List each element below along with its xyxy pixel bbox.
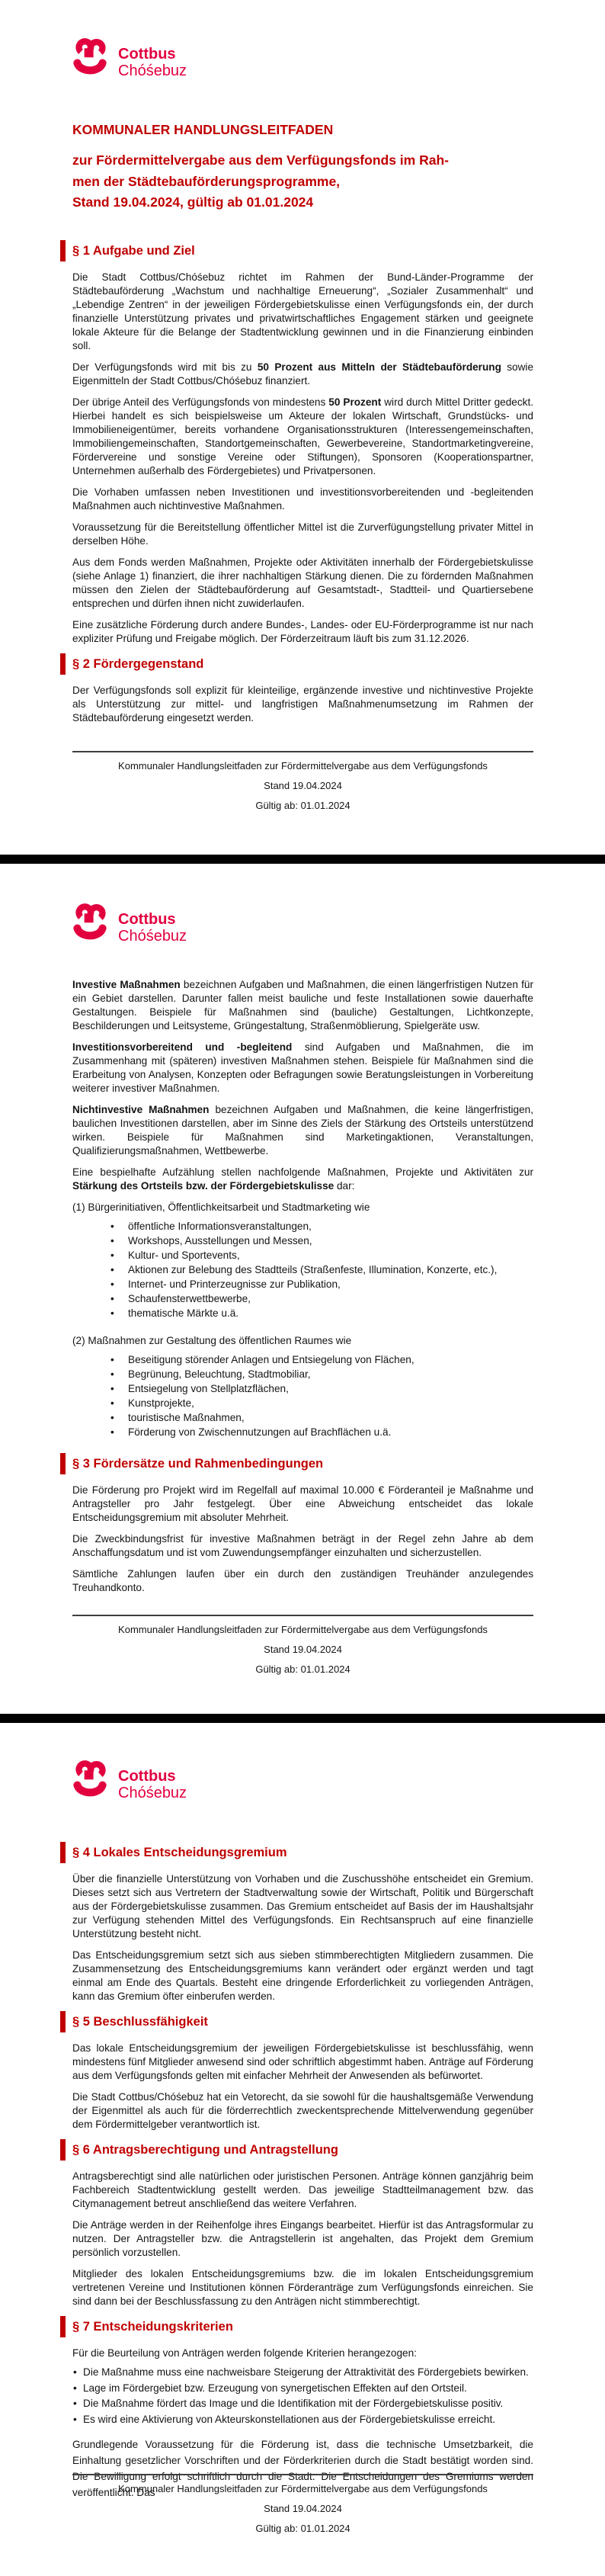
paragraph: [72, 618, 533, 646]
cottbus-logo-icon: [72, 37, 107, 82]
paragraph: [72, 1484, 533, 1525]
bold-text-run: 50 Prozent aus Mitteln der Städtebauförderung: [257, 361, 501, 373]
paragraph: [72, 2042, 533, 2083]
bullet-item: • öffentliche Informationsveranstaltungen,: [128, 1219, 533, 1233]
page-1-content: [72, 120, 533, 733]
paragraph: [72, 556, 533, 611]
paragraph: [72, 1201, 533, 1214]
page-1-blocks: [72, 240, 533, 725]
bold-text-run: Stärkung des Ortsteils bzw. der Fördergebietskulisse: [72, 1180, 335, 1192]
section-heading: § 6 Antragsberechtigung und Antragstellung: [60, 2139, 533, 2161]
bold-text-run: Nichtinvestive Maßnahmen: [72, 1104, 210, 1115]
footer-stand: Stand 19.04.2024: [264, 780, 342, 791]
bullet-item: • Lage im Fördergebiet bzw. Erzeugung von synergetischen Effekten auf den Ortsteil.: [83, 2381, 533, 2397]
paragraph: [72, 2170, 533, 2211]
text-run: Die Vorhaben umfassen neben Investitionen und investitionsvorbereitenden und -begleitenden Maßnahmen auch nichtinvestive Maßnahmen.: [72, 486, 533, 512]
bold-text-run: 50 Prozent: [328, 396, 382, 408]
text-run: Das lokale Entscheidungsgremium der jeweiligen Fördergebietskulisse ist beschlussfähig, wenn mindestens fünf Mitglieder anwesend sind oder schriftlich abgestimmt haben. Anträge auf Förderung aus dem Verfügungsfonds gelten mit einfacher Mehrheit der Anwesenden als befürwortet.: [72, 2042, 533, 2081]
paragraph: [72, 684, 533, 725]
text-run: Aus dem Fonds werden Maßnahmen, Projekte oder Aktivitäten innerhalb der Fördergebietskulisse (siehe Anlage 1) finanziert, die ihrer nachhaltigen Stärkung dienen. Die zu fördernden Maßnahmen müssen den Zielen der Städtebauförderung auf Gesamtstadt-, Stadtteil- und Quartiersebene entsprechen und dürfen ihnen nicht zuwiderlaufen.: [72, 556, 533, 609]
text-run: Die Förderung pro Projekt wird im Regelfall auf maximal 10.000 € Förderanteil je Maßnahme und Antragsteller pro Jahr festgelegt. Über eine Abweichung entscheidet das lokale Entscheidungsgremium mit absoluter Mehrheit.: [72, 1484, 533, 1523]
text-run: Die Zweckbindungsfrist für investive Maßnahmen beträgt in der Regel zehn Jahre ab dem Anschaffungsdatum und ist vom Zuwendungsempfänger einzuhalten und sicherzustellen.: [72, 1533, 533, 1558]
wordmark-sorbian: Chóśebuz: [118, 928, 187, 945]
cottbus-logo: [72, 1759, 187, 1804]
bullet-item: • Aktionen zur Belebung des Stadtteils (Straßenfeste, Illumination, Konzerte, etc.),: [128, 1262, 533, 1277]
footer-gueltig: Gültig ab: 01.01.2024: [255, 1663, 351, 1675]
bullet-item: • Workshops, Ausstellungen und Messen,: [128, 1233, 533, 1248]
section-heading: § 2 Fördergegenstand: [60, 653, 533, 675]
footer-title: Kommunaler Handlungsleitfaden zur Fördermittelvergabe aus dem Verfügungsfonds: [118, 2483, 488, 2494]
page-3: [0, 1723, 605, 2576]
wordmark-german: Cottbus: [118, 1768, 176, 1785]
cottbus-logo-icon: [72, 1759, 107, 1804]
text-run: (1) Bürgerinitiativen, Öffentlichkeitsarbeit und Stadtmarketing wie: [72, 1201, 370, 1213]
paragraph: [72, 271, 533, 353]
wordmark-sorbian: Chóśebuz: [118, 1785, 187, 1801]
page-footer: [72, 2474, 533, 2539]
paragraph: [72, 486, 533, 513]
cottbus-wordmark: [118, 1759, 187, 1802]
footer-title: Kommunaler Handlungsleitfaden zur Fördermittelvergabe aus dem Verfügungsfonds: [118, 760, 488, 772]
text-run: Der Verfügungsfonds soll explizit für kleinteilige, ergänzende investive und nichtinvestive Projekte als Unterstützung zur mittel- und langfristigen Maßnahmenumsetzung im Rahmen der Städtebauförderung eingesetzt werden.: [72, 684, 533, 723]
footer-stand: Stand 19.04.2024: [264, 1644, 342, 1655]
bullet-item: • Beseitigung störender Anlagen und Entsiegelung von Flächen,: [128, 1352, 533, 1367]
paragraph: [72, 1532, 533, 1560]
cottbus-logo: [72, 902, 187, 948]
text-run: bezeichnen Aufgaben und Maßnahmen, die einen längerfristigen Nutzen für ein Gebiet darstellen. Darunter fallen meist bauliche und feste Installationen sowie dauerhafte Gestaltungen. Beispiele für Maßnahmen sind (bauliche) Gestaltungen, Lichtkonzepte, Beschilderungen und Leitsysteme, Grüngestaltung, Straßenmöblierung, Spielgeräte usw.: [72, 979, 533, 1031]
document-title: KOMMUNALER HANDLUNGSLEITFADEN: [72, 122, 334, 137]
wordmark-sorbian: Chóśebuz: [118, 63, 187, 79]
paragraph: [72, 2218, 533, 2260]
text-run: Die Stadt Cottbus/Chóśebuz richtet im Rahmen der Bund-Länder-Programme der Städtebauförderung „Wachstum und nachhaltige Erneuerung“, „Sozialer Zusammenhalt“ und „Lebendige Zentren“ in der jeweiligen Fördergebietskulisse einen Verfügungsfonds ein, der durch finanzielle Unterstützung privates und privatwirtschaftliches Engagement stärken und geeignete lokale Akteure für die Belange der Stadtentwicklung gewinnen und in die Finanzierung einbinden soll.: [72, 271, 533, 351]
text-run: Mitglieder des lokalen Entscheidungsgremiums bzw. die im lokalen Entscheidungsgremium vertretenen Vereine und Institutionen können Förderanträge zum Verfügungsfonds einreichen. Sie sind dann bei der Beschlussfassung zu den Anträgen nicht stimmberechtigt.: [72, 2268, 533, 2307]
footer-gueltig: Gültig ab: 01.01.2024: [255, 800, 351, 811]
page-1: [0, 0, 605, 855]
paragraph: [72, 1103, 533, 1158]
text-run: Sämtliche Zahlungen laufen über ein durch den zuständigen Treuhänder anzulegendes Treuhandkonto.: [72, 1568, 533, 1593]
bullet-item: • thematische Märkte u.ä.: [128, 1306, 533, 1320]
page-2: [0, 864, 605, 1714]
text-run: Über die finanzielle Unterstützung von Vorhaben und die Zuschusshöhe entscheidet ein Gremium. Dieses setzt sich aus Vertretern der Stadtverwaltung sowie der Wirtschaft, Politik und Bürgerschaft aus der Fördergebietskulisse zusammen. Das Gremium entscheidet auf Basis der im Haushaltsjahr zur Verfügung stehenden Mittel des Verfügungsfonds. Ein Rechtsanspruch auf eine finanzielle Unterstützung besteht nicht.: [72, 1873, 533, 1939]
paragraph: [72, 1166, 533, 1193]
bullet-item: • Kunstprojekte,: [128, 1396, 533, 1410]
paragraph: [72, 978, 533, 1033]
section-heading: § 1 Aufgabe und Ziel: [60, 240, 533, 261]
document-subtitle-line: men der Städtebauförderungsprogramme,: [72, 173, 341, 189]
cottbus-wordmark: [118, 37, 187, 80]
paragraph: [72, 1334, 533, 1348]
text-run: Voraussetzung für die Bereitstellung öffentlicher Mittel ist die Zurverfügungstellung privater Mittel in derselben Höhe.: [72, 521, 533, 547]
footer-stand: Stand 19.04.2024: [264, 2503, 342, 2514]
bold-text-run: Investive Maßnahmen: [72, 979, 181, 990]
cottbus-logo: [72, 37, 187, 82]
wordmark-german: Cottbus: [118, 46, 176, 63]
page-3-blocks: [72, 1842, 533, 2501]
cottbus-wordmark: [118, 902, 187, 945]
page-footer: [72, 1615, 533, 1679]
section-heading: § 4 Lokales Entscheidungsgremium: [60, 1842, 533, 1863]
text-run: Eine zusätzliche Förderung durch andere Bundes-, Landes- oder EU-Förderprogramme ist nur nach expliziter Prüfung und Freigabe möglich. Der Förderzeitraum läuft bis zum 31.12.2026.: [72, 618, 533, 644]
bullet-item: • Begrünung, Beleuchtung, Stadtmobiliar,: [128, 1367, 533, 1381]
text-run: bezeichnen Aufgaben und Maßnahmen, die keine längerfristigen, baulichen Investitionen darstellen, aber im Sinne des Ziels der Stärkung des Ortsteils unterstützend wirken. Beispiele für Maßnahmen sind Marketingaktionen, Veranstaltungen, Qualifizierungsmaßnahmen, Wettbewerbe.: [72, 1104, 533, 1156]
page-2-content: [72, 978, 533, 1602]
bullet-item: • touristische Maßnahmen,: [128, 1410, 533, 1425]
bullet-item: • Die Maßnahme fördert das Image und die Identifikation mit der Fördergebietskulisse positiv.: [83, 2396, 533, 2412]
text-run: Die Stadt Cottbus/Chóśebuz hat ein Vetorecht, da sie sowohl für die haushaltsgemäße Verwendung der Eigenmittel als auch für die förderrechtlich zweckentsprechende Mittelverwendung gegenüber dem Fördermittelgeber verantwortlich ist.: [72, 2091, 533, 2130]
paragraph: [72, 2267, 533, 2308]
text-run: sind Aufgaben und Maßnahmen, die im Zusammenhang mit (späteren) investiven Maßnahmen stehen. Beispiele für Maßnahmen sind die Erarbeitung von Analysen, Konzepten oder Befragungen sowie Beratungsleistungen in Vorbereitung weiterer investiver Maßnahmen.: [72, 1041, 534, 1094]
text-run: Die Anträge werden in der Reihenfolge ihres Eingangs bearbeitet. Hierfür ist das Antragsformular zu nutzen. Der Antragsteller bzw. die Antragstellerin ist angehalten, das Projekt dem Gremium persönlich vorzustellen.: [72, 2219, 533, 2258]
paragraph: [72, 361, 533, 388]
document-subtitle-line: zur Fördermittelvergabe aus dem Verfügungsfonds im Rah-: [72, 152, 449, 168]
section-heading: § 3 Fördersätze und Rahmenbedingungen: [60, 1453, 533, 1474]
paragraph: [72, 396, 533, 478]
text-run: Eine bespielhafte Aufzählung stellen nachfolgende Maßnahmen, Projekte und Aktivitäten zur: [72, 1166, 533, 1178]
text-run: (2) Maßnahmen zur Gestaltung des öffentlichen Raumes wie: [72, 1335, 352, 1346]
page-3-content: [72, 1837, 533, 2508]
section-heading: § 5 Beschlussfähigkeit: [60, 2011, 533, 2032]
bold-text-run: Investitionsvorbereitend und -begleitend: [72, 1041, 293, 1053]
paragraph: [72, 1567, 533, 1595]
text-run: Grundlegende Voraussetzung für die Förderung ist, dass die technische Umsetzbarkeit, die Einhaltung gesetzlicher Vorschriften und der Förderkriterien durch die Stadt bestätigt worden sind. Die Bewilligung erfolgt schriftlich durch die Stadt. Die Entscheidungen des Gremiums werden veröffentlicht. Das: [72, 2439, 533, 2498]
paragraph: [72, 2347, 533, 2360]
bullet-item: • Kultur- und Sportevents,: [128, 1248, 533, 1262]
text-run: dar:: [334, 1180, 355, 1192]
footer-gueltig: Gültig ab: 01.01.2024: [255, 2523, 351, 2534]
paragraph: [72, 1041, 533, 1096]
bullet-item: • Entsiegelung von Stellplatzflächen,: [128, 1381, 533, 1396]
paragraph: [72, 521, 533, 548]
bullet-list: [72, 1219, 533, 1320]
page-2-blocks: [72, 978, 533, 1595]
text-run: Für die Beurteilung von Anträgen werden folgende Kriterien herangezogen:: [72, 2347, 417, 2359]
text-run: Antragsberechtigt sind alle natürlichen oder juristischen Personen. Anträge können ganzjährig beim Fachbereich Stadtentwicklung gestellt werden. Das jeweilige Stadtteilmanagement bzw. das Citymanagement betreut anschließend das weitere Verfahren.: [72, 2170, 533, 2209]
text-run: Der Verfügungsfonds wird mit bis zu: [72, 361, 258, 373]
bullet-item: • Internet- und Printerzeugnisse zur Publikation,: [128, 1277, 533, 1291]
bullet-item: • Die Maßnahme muss eine nachweisbare Steigerung der Attraktivität des Fördergebiets bewirken.: [83, 2365, 533, 2381]
bullet-item: • Es wird eine Aktivierung von Akteurskonstellationen aus der Fördergebietskulisse erreicht.: [83, 2412, 533, 2428]
page-divider: [0, 1714, 605, 1723]
paragraph: [72, 1872, 533, 1941]
paragraph: [72, 1949, 533, 2003]
bullet-list: [72, 2365, 533, 2427]
wordmark-german: Cottbus: [118, 911, 176, 928]
page-divider: [0, 855, 605, 864]
footer-title: Kommunaler Handlungsleitfaden zur Fördermittelvergabe aus dem Verfügungsfonds: [118, 1624, 488, 1635]
bullet-item: • Schaufensterwettbewerbe,: [128, 1291, 533, 1306]
document-subtitle-line: Stand 19.04.2024, gültig ab 01.01.2024: [72, 194, 314, 210]
section-heading: § 7 Entscheidungskriterien: [60, 2316, 533, 2337]
paragraph: [72, 2090, 533, 2132]
cottbus-logo-icon: [72, 902, 107, 948]
text-run: Das Entscheidungsgremium setzt sich aus sieben stimmberechtigten Mitgliedern zusammen. Die Zusammensetzung des Entscheidungsgremiums kann verändert oder ergänzt werden und tagt einmal am Ende des Quartals. Besteht eine dringende Erforderlichkeit zu vorliegenden Anträgen, kann das Gremium öfter einberufen werden.: [72, 1949, 533, 2002]
text-run: Der übrige Anteil des Verfügungsfonds von mindestens: [72, 396, 329, 408]
bullet-list: [72, 1352, 533, 1439]
text-run: wird durch Mittel Dritter gedeckt. Hierbei handelt es sich beispielsweise um Akteure der lokalen Wirtschaft, Grundstücks- und Immobilieneigentümer, bereits vorhandene Organisationsstrukturen (Interessengemeinschaften, Immobiliengemeinschaften, Standortgemeinschaften, Gewerbevereine, Standortmarketingvereine, Fördervereine und sonstige Vereine oder Stiftungen), Sponsoren (Kooperationspartner, Unternehmen außerhalb des Fördergebietes) und Privatpersonen.: [72, 396, 534, 476]
cover-title-block: [72, 120, 533, 213]
bullet-item: • Förderung von Zwischennutzungen auf Brachflächen u.ä.: [128, 1425, 533, 1439]
page-footer: [72, 751, 533, 816]
text-run: sowie Eigenmitteln der Stadt Cottbus/Chóśebuz finanziert.: [72, 361, 534, 387]
